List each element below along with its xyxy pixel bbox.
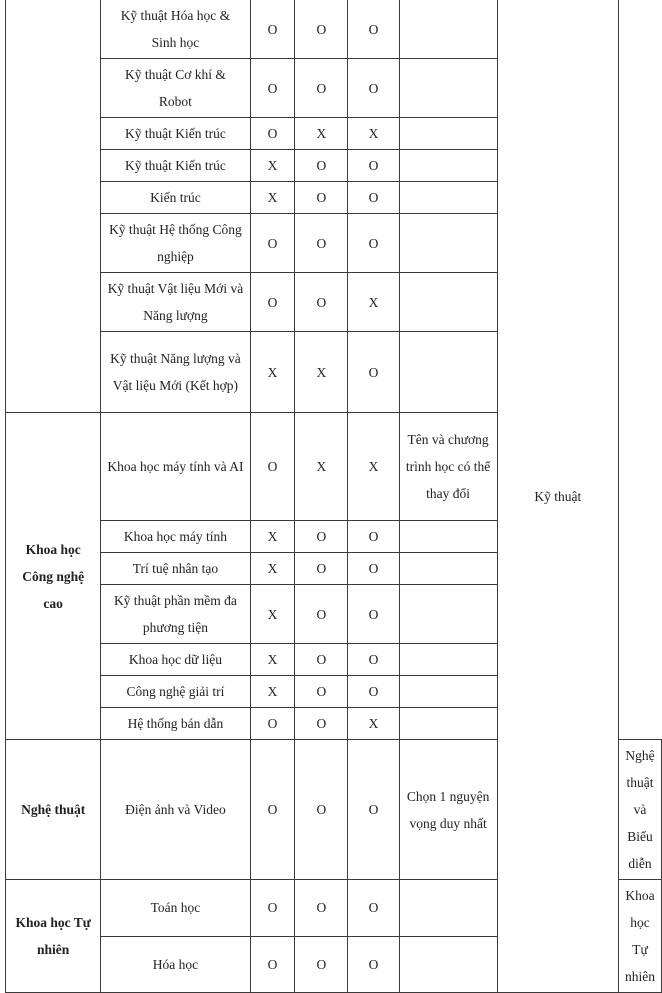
major-name: Khoa học máy tính <box>101 521 250 553</box>
major-name: Kỹ thuật Năng lượng và Vật liệu Mới (Kết hợp) <box>101 332 250 413</box>
mark-cell: O <box>295 214 348 273</box>
mark-cell: O <box>295 0 348 59</box>
mark-cell: O <box>250 273 295 332</box>
mark-cell: O <box>250 118 295 150</box>
mark-cell: O <box>295 59 348 118</box>
mark-cell: O <box>295 644 348 676</box>
major-name: Kỹ thuật Cơ khí & Robot <box>101 59 250 118</box>
mark-cell: X <box>250 182 295 214</box>
table-row <box>6 0 662 59</box>
major-name: Kỹ thuật Hệ thống Công nghiệp <box>101 214 250 273</box>
major-name: Hệ thống bán dẫn <box>101 708 250 740</box>
mark-cell: O <box>348 644 399 676</box>
mark-cell: O <box>250 740 295 880</box>
mark-cell: O <box>295 880 348 937</box>
note-cell-high-tech: Tên và chương trình học có thể thay đổi <box>399 413 497 521</box>
mark-cell: O <box>295 708 348 740</box>
category-cell-engineering: Kỹ thuật <box>497 0 618 993</box>
mark-cell: O <box>250 59 295 118</box>
mark-cell: O <box>348 332 399 413</box>
major-name: Kiến trúc <box>101 182 250 214</box>
mark-cell: X <box>250 332 295 413</box>
mark-cell: O <box>348 182 399 214</box>
mark-cell: O <box>348 676 399 708</box>
mark-cell: O <box>348 585 399 644</box>
note-cell-arts: Chọn 1 nguyện vọng duy nhất <box>399 740 497 880</box>
mark-cell: X <box>250 585 295 644</box>
note-cell-empty <box>399 214 497 273</box>
category-cell-natural-science: Khoa học Tự nhiên <box>619 880 662 993</box>
mark-cell: X <box>295 118 348 150</box>
major-name: Kỹ thuật Vật liệu Mới và Năng lượng <box>101 273 250 332</box>
note-cell-empty <box>399 150 497 182</box>
mark-cell: O <box>295 182 348 214</box>
mark-cell: O <box>295 553 348 585</box>
mark-cell: O <box>250 880 295 937</box>
mark-cell: O <box>348 214 399 273</box>
major-name: Hóa học <box>101 936 250 993</box>
mark-cell: X <box>250 150 295 182</box>
note-cell-empty <box>399 936 497 993</box>
group-cell-high-tech: Khoa học Công nghệ cao <box>6 413 101 740</box>
mark-cell: X <box>348 413 399 521</box>
mark-cell: O <box>250 936 295 993</box>
category-cell-arts: Nghệ thuật và Biểu diễn <box>619 740 662 880</box>
mark-cell: O <box>250 708 295 740</box>
major-name: Kỹ thuật Hóa học & Sinh học <box>101 0 250 59</box>
mark-cell: X <box>348 118 399 150</box>
mark-cell: O <box>295 273 348 332</box>
mark-cell: X <box>250 521 295 553</box>
note-cell-empty <box>399 676 497 708</box>
group-cell-empty <box>6 0 101 413</box>
note-cell-empty <box>399 59 497 118</box>
mark-cell: X <box>250 644 295 676</box>
mark-cell: O <box>348 521 399 553</box>
note-cell-empty <box>399 585 497 644</box>
mark-cell: O <box>295 740 348 880</box>
mark-cell: X <box>250 553 295 585</box>
mark-cell: X <box>250 676 295 708</box>
note-cell-empty <box>399 332 497 413</box>
mark-cell: O <box>348 553 399 585</box>
mark-cell: O <box>295 676 348 708</box>
note-cell-empty <box>399 0 497 59</box>
mark-cell: O <box>348 59 399 118</box>
mark-cell: X <box>295 413 348 521</box>
mark-cell: O <box>348 0 399 59</box>
majors-table <box>5 0 662 993</box>
mark-cell: O <box>348 936 399 993</box>
major-name: Kỹ thuật phần mềm đa phương tiện <box>101 585 250 644</box>
mark-cell: O <box>250 214 295 273</box>
major-name: Khoa học máy tính và AI <box>101 413 250 521</box>
mark-cell: X <box>348 708 399 740</box>
major-name: Kỹ thuật Kiến trúc <box>101 150 250 182</box>
mark-cell: X <box>348 273 399 332</box>
major-name: Khoa học dữ liệu <box>101 644 250 676</box>
group-cell-arts: Nghệ thuật <box>6 740 101 880</box>
note-cell-empty <box>399 880 497 937</box>
note-cell-empty <box>399 273 497 332</box>
major-name: Toán học <box>101 880 250 937</box>
mark-cell: O <box>348 150 399 182</box>
mark-cell: O <box>295 521 348 553</box>
note-cell-empty <box>399 553 497 585</box>
note-cell-empty <box>399 708 497 740</box>
group-cell-natural-science: Khoa học Tự nhiên <box>6 880 101 993</box>
major-name: Công nghệ giải trí <box>101 676 250 708</box>
note-cell-empty <box>399 644 497 676</box>
mark-cell: O <box>295 150 348 182</box>
mark-cell: X <box>295 332 348 413</box>
major-name: Trí tuệ nhân tạo <box>101 553 250 585</box>
note-cell-empty <box>399 521 497 553</box>
mark-cell: O <box>250 0 295 59</box>
mark-cell: O <box>295 936 348 993</box>
major-name: Điện ảnh và Video <box>101 740 250 880</box>
mark-cell: O <box>348 740 399 880</box>
major-name: Kỹ thuật Kiến trúc <box>101 118 250 150</box>
note-cell-empty <box>399 118 497 150</box>
mark-cell: O <box>295 585 348 644</box>
mark-cell: O <box>250 413 295 521</box>
note-cell-empty <box>399 182 497 214</box>
mark-cell: O <box>348 880 399 937</box>
